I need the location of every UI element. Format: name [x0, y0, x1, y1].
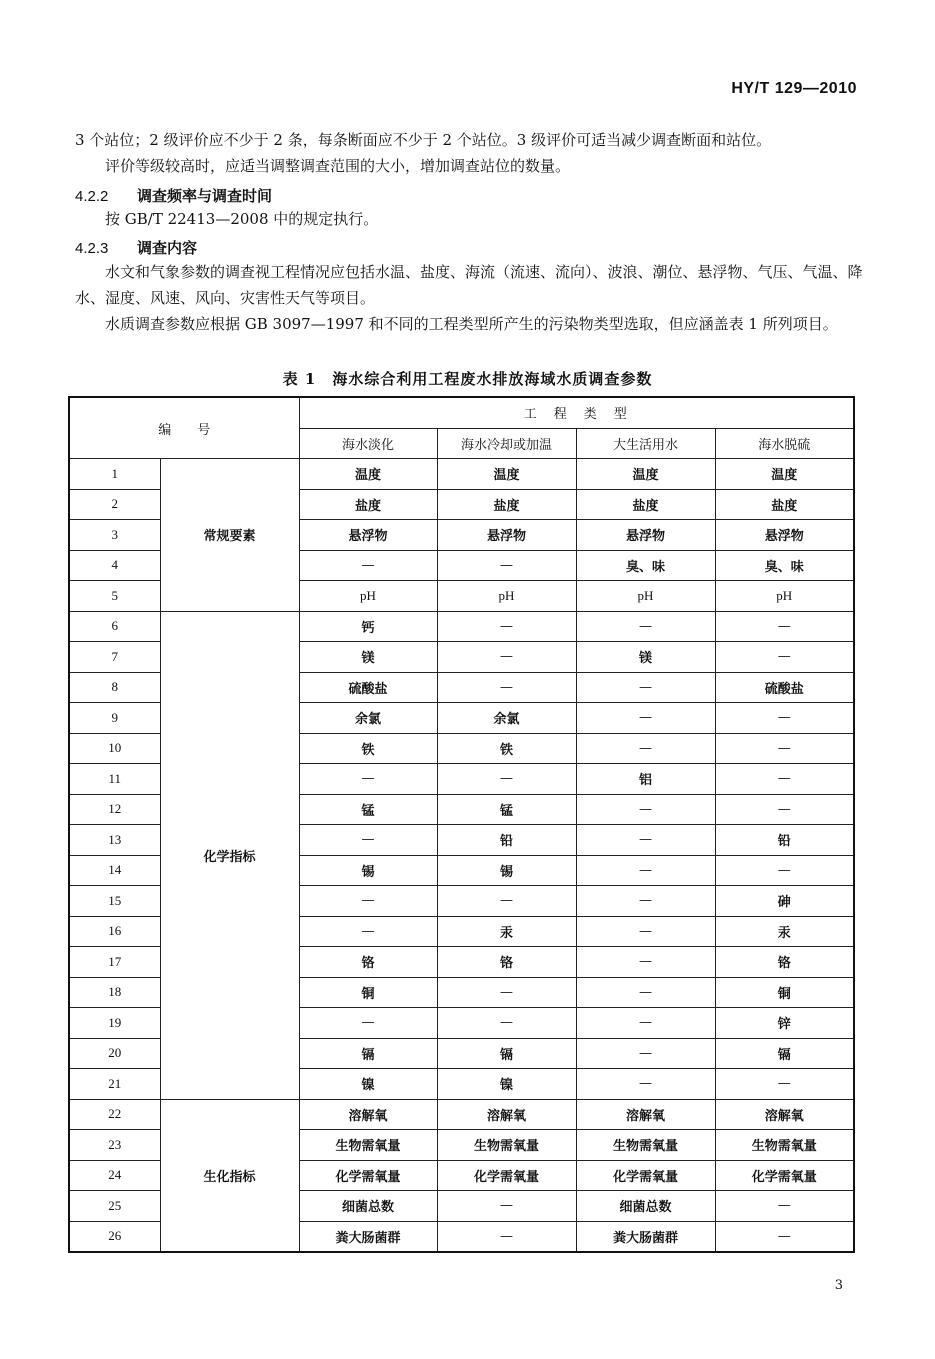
paragraph-hydrology: 水文和气象参数的调查视工程情况应包括水温、盐度、海流（流速、流向）、波浪、潮位、悬浮物、气压、气温、降水、湿度、风速、风向、灾害性天气等项目。: [75, 263, 863, 307]
paragraph-water-quality: 水质调查参数应根据 GB 3097—1997 和不同的工程类型所产生的污染物类型选取，但应涵盖表 1 所列项目。: [105, 315, 838, 333]
param-cell: —: [576, 611, 715, 642]
paragraph-grade: 评价等级较高时，应适当调整调查范围的大小，增加调查站位的数量。: [105, 157, 571, 175]
param-cell: —: [299, 764, 437, 795]
param-cell: 生物需氧量: [576, 1130, 715, 1161]
param-cell: —: [576, 947, 715, 978]
param-cell: 余氯: [437, 703, 576, 734]
param-cell: 化学需氧量: [299, 1160, 437, 1191]
param-cell: 粪大肠菌群: [576, 1221, 715, 1252]
param-cell: 盐度: [299, 489, 437, 520]
row-number: 16: [69, 916, 160, 947]
type-cooling-heating: 海水冷却或加温: [437, 428, 576, 459]
param-cell: 铬: [715, 947, 854, 978]
row-number: 17: [69, 947, 160, 978]
param-cell: 生物需氧量: [299, 1130, 437, 1161]
param-cell: —: [437, 1221, 576, 1252]
param-cell: —: [715, 855, 854, 886]
group-label: 常规要素: [160, 459, 299, 612]
param-cell: 臭、味: [715, 550, 854, 581]
param-cell: 锰: [437, 794, 576, 825]
param-cell: —: [715, 764, 854, 795]
param-cell: 细菌总数: [299, 1191, 437, 1222]
row-number: 5: [69, 581, 160, 612]
row-number: 21: [69, 1069, 160, 1100]
row-number: 7: [69, 642, 160, 673]
param-cell: —: [437, 1008, 576, 1039]
param-cell: 汞: [437, 916, 576, 947]
param-cell: —: [715, 1069, 854, 1100]
type-desalination: 海水淡化: [299, 428, 437, 459]
param-cell: —: [576, 1069, 715, 1100]
param-cell: 化学需氧量: [715, 1160, 854, 1191]
param-cell: —: [437, 886, 576, 917]
param-cell: 铬: [437, 947, 576, 978]
param-cell: 温度: [437, 459, 576, 490]
param-cell: 化学需氧量: [576, 1160, 715, 1191]
param-cell: —: [437, 642, 576, 673]
param-cell: 镍: [437, 1069, 576, 1100]
param-cell: —: [576, 1008, 715, 1039]
row-number: 13: [69, 825, 160, 856]
param-cell: —: [576, 672, 715, 703]
header-engineering-type: 工 程 类 型: [299, 397, 854, 428]
param-cell: —: [715, 642, 854, 673]
section-number: 4.2.3: [75, 240, 109, 257]
row-number: 9: [69, 703, 160, 734]
table-row: [69, 459, 854, 490]
param-cell: —: [299, 1008, 437, 1039]
param-cell: —: [715, 794, 854, 825]
param-cell: 铁: [437, 733, 576, 764]
param-cell: 镁: [299, 642, 437, 673]
param-cell: 化学需氧量: [437, 1160, 576, 1191]
table-caption: 表 1 海水综合利用工程废水排放海域水质调查参数: [282, 370, 653, 388]
header-number: 编 号: [69, 397, 299, 459]
row-number: 19: [69, 1008, 160, 1039]
group-label: 化学指标: [160, 611, 299, 1099]
section-4-2-3: [75, 237, 197, 258]
param-cell: —: [576, 1038, 715, 1069]
type-desulfurization: 海水脱硫: [715, 428, 854, 459]
param-cell: —: [437, 1191, 576, 1222]
param-cell: 细菌总数: [576, 1191, 715, 1222]
param-cell: —: [576, 703, 715, 734]
param-cell: 硫酸盐: [299, 672, 437, 703]
row-number: 1: [69, 459, 160, 490]
param-cell: 铝: [576, 764, 715, 795]
row-number: 20: [69, 1038, 160, 1069]
param-cell: 温度: [576, 459, 715, 490]
row-number: 22: [69, 1099, 160, 1130]
row-number: 10: [69, 733, 160, 764]
param-cell: —: [299, 916, 437, 947]
param-cell: 铁: [299, 733, 437, 764]
param-cell: 铅: [715, 825, 854, 856]
paragraph-frequency: 按 GB/T 22413—2008 中的规定执行。: [105, 210, 379, 228]
param-cell: 臭、味: [576, 550, 715, 581]
param-cell: 悬浮物: [576, 520, 715, 551]
param-cell: 铜: [715, 977, 854, 1008]
param-cell: pH: [715, 581, 854, 612]
group-label: 生化指标: [160, 1099, 299, 1252]
param-cell: 溶解氧: [437, 1099, 576, 1130]
page-number: 3: [834, 1278, 843, 1293]
param-cell: —: [437, 764, 576, 795]
row-number: 3: [69, 520, 160, 551]
param-cell: 盐度: [576, 489, 715, 520]
param-cell: —: [299, 550, 437, 581]
param-cell: 溶解氧: [299, 1099, 437, 1130]
param-cell: 盐度: [715, 489, 854, 520]
row-number: 23: [69, 1130, 160, 1161]
param-cell: 镉: [715, 1038, 854, 1069]
param-cell: 粪大肠菌群: [299, 1221, 437, 1252]
param-cell: 锡: [437, 855, 576, 886]
param-cell: —: [715, 611, 854, 642]
param-cell: —: [437, 672, 576, 703]
param-cell: —: [715, 733, 854, 764]
paragraph-sites: 3 个站位；2 级评价应不少于 2 条，每条断面应不少于 2 个站位。3 级评价可适当减少调查断面和站位。: [75, 131, 772, 149]
row-number: 11: [69, 764, 160, 795]
param-cell: —: [715, 1191, 854, 1222]
param-cell: 锰: [299, 794, 437, 825]
param-cell: —: [437, 550, 576, 581]
param-cell: pH: [437, 581, 576, 612]
param-cell: 镍: [299, 1069, 437, 1100]
param-cell: 镉: [437, 1038, 576, 1069]
row-number: 6: [69, 611, 160, 642]
param-cell: 温度: [715, 459, 854, 490]
row-number: 26: [69, 1221, 160, 1252]
section-title: 调查频率与调查时间: [137, 187, 273, 205]
row-number: 18: [69, 977, 160, 1008]
water-quality-table: [68, 396, 855, 1253]
row-number: 8: [69, 672, 160, 703]
param-cell: 硫酸盐: [715, 672, 854, 703]
section-title: 调查内容: [137, 239, 198, 257]
param-cell: —: [576, 733, 715, 764]
param-cell: —: [299, 825, 437, 856]
row-number: 2: [69, 489, 160, 520]
row-number: 24: [69, 1160, 160, 1191]
param-cell: —: [437, 977, 576, 1008]
section-number: 4.2.2: [75, 188, 109, 205]
param-cell: —: [576, 886, 715, 917]
param-cell: 温度: [299, 459, 437, 490]
table-row: [69, 1099, 854, 1130]
param-cell: —: [576, 855, 715, 886]
standard-code: HY/T 129—2010: [731, 80, 857, 97]
param-cell: —: [715, 1221, 854, 1252]
table-row: [69, 611, 854, 642]
param-cell: pH: [576, 581, 715, 612]
param-cell: —: [576, 794, 715, 825]
row-number: 15: [69, 886, 160, 917]
param-cell: 砷: [715, 886, 854, 917]
row-number: 4: [69, 550, 160, 581]
param-cell: —: [299, 886, 437, 917]
param-cell: 盐度: [437, 489, 576, 520]
param-cell: 铬: [299, 947, 437, 978]
param-cell: pH: [299, 581, 437, 612]
param-cell: 生物需氧量: [437, 1130, 576, 1161]
section-4-2-2: [75, 185, 272, 206]
param-cell: 钙: [299, 611, 437, 642]
row-number: 25: [69, 1191, 160, 1222]
param-cell: —: [576, 977, 715, 1008]
param-cell: 铜: [299, 977, 437, 1008]
row-number: 12: [69, 794, 160, 825]
param-cell: 悬浮物: [715, 520, 854, 551]
param-cell: —: [437, 611, 576, 642]
param-cell: 溶解氧: [715, 1099, 854, 1130]
param-cell: 溶解氧: [576, 1099, 715, 1130]
param-cell: 生物需氧量: [715, 1130, 854, 1161]
param-cell: —: [576, 916, 715, 947]
row-number: 14: [69, 855, 160, 886]
param-cell: 镁: [576, 642, 715, 673]
param-cell: 镉: [299, 1038, 437, 1069]
type-domestic-water: 大生活用水: [576, 428, 715, 459]
param-cell: —: [715, 703, 854, 734]
param-cell: 余氯: [299, 703, 437, 734]
param-cell: 锡: [299, 855, 437, 886]
param-cell: 悬浮物: [299, 520, 437, 551]
param-cell: 悬浮物: [437, 520, 576, 551]
param-cell: —: [576, 825, 715, 856]
param-cell: 锌: [715, 1008, 854, 1039]
param-cell: 铅: [437, 825, 576, 856]
param-cell: 汞: [715, 916, 854, 947]
